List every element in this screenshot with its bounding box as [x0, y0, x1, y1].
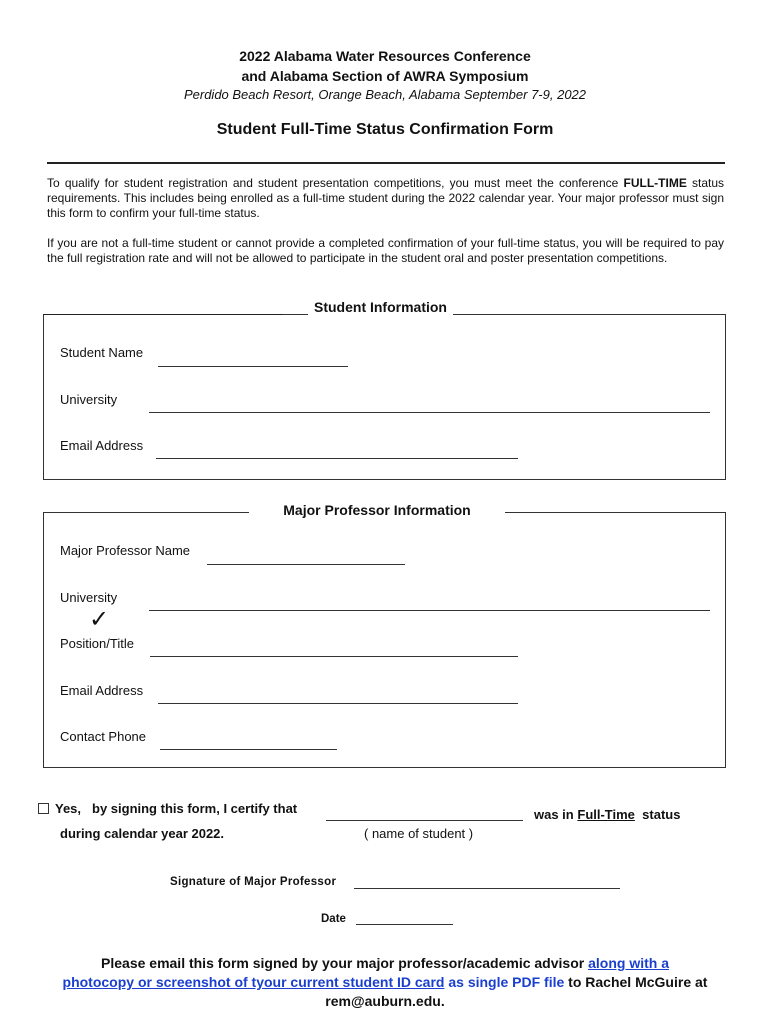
- professor-name-label: Major Professor Name: [60, 543, 191, 558]
- date-label: Date: [321, 913, 346, 925]
- professor-name-field[interactable]: [207, 564, 405, 565]
- form-title: Student Full-Time Status Confirmation Form: [216, 121, 554, 138]
- id-card-link-1[interactable]: along with a: [588, 955, 669, 971]
- student-name-certify-field[interactable]: [326, 820, 523, 821]
- signature-label: Signature of Major Professor: [170, 876, 337, 888]
- professor-position-field[interactable]: [150, 656, 518, 657]
- student-university-label: University: [60, 392, 118, 407]
- id-card-link-2[interactable]: photocopy or screenshot of tyour current student ID card: [62, 974, 445, 990]
- was-in-text: was in Full-Time status: [534, 807, 681, 822]
- signature-field[interactable]: [354, 888, 620, 889]
- certify-yes-label: Yes,: [55, 801, 82, 816]
- conference-venue: Perdido Beach Resort, Orange Beach, Alabama September 7-9, 2022: [183, 87, 587, 102]
- student-university-field[interactable]: [149, 412, 710, 413]
- student-info-box: [43, 314, 726, 480]
- certify-checkbox[interactable]: [38, 803, 49, 814]
- professor-phone-label: Contact Phone: [60, 729, 147, 744]
- professor-email-label: Email Address: [60, 683, 144, 698]
- conference-title-line2: and Alabama Section of AWRA Symposium: [241, 68, 529, 84]
- date-field[interactable]: [356, 924, 453, 925]
- professor-email-field[interactable]: [158, 703, 518, 704]
- professor-university-field[interactable]: [149, 610, 710, 611]
- certify-text: by signing this form, I certify that: [92, 801, 298, 816]
- title-divider: [47, 162, 725, 164]
- student-name-label: Student Name: [60, 345, 144, 360]
- student-email-field[interactable]: [156, 458, 518, 459]
- intro-paragraph-2: If you are not a full-time student or cannot provide a completed confirmation of your full-time status, you will be required to pay the full registration rate and will not be allowed to participate in the student oral and poster presentation competitions.: [47, 236, 724, 265]
- footer-instructions: Please email this form signed by your major professor/academic advisor along with a photocopy or screenshot of tyour current student ID card as single PDF file to Rachel McGuire at rem@auburn.edu.: [62, 955, 708, 1009]
- professor-position-label: Position/Title: [60, 636, 134, 651]
- professor-info-legend: Major Professor Information: [249, 502, 505, 518]
- student-info-legend: Student Information: [308, 299, 453, 315]
- intro-paragraph-1: To qualify for student registration and student presentation competitions, you must meet the conference FULL-TIME status requirements. This includes being enrolled as a full-time student during the 2022 calendar year. Your major professor must sign this form to confirm your full-time status.: [47, 176, 724, 220]
- contact-email: rem@auburn.edu.: [325, 993, 445, 1009]
- student-email-label: Email Address: [60, 438, 144, 453]
- professor-university-label: University: [60, 590, 118, 605]
- name-of-student-hint: ( name of student ): [364, 826, 474, 841]
- during-year-text: during calendar year 2022.: [60, 826, 225, 841]
- checkmark-icon: ✓: [89, 606, 110, 633]
- student-name-field[interactable]: [158, 366, 348, 367]
- professor-phone-field[interactable]: [160, 749, 337, 750]
- conference-title-line1: 2022 Alabama Water Resources Conference: [239, 48, 531, 64]
